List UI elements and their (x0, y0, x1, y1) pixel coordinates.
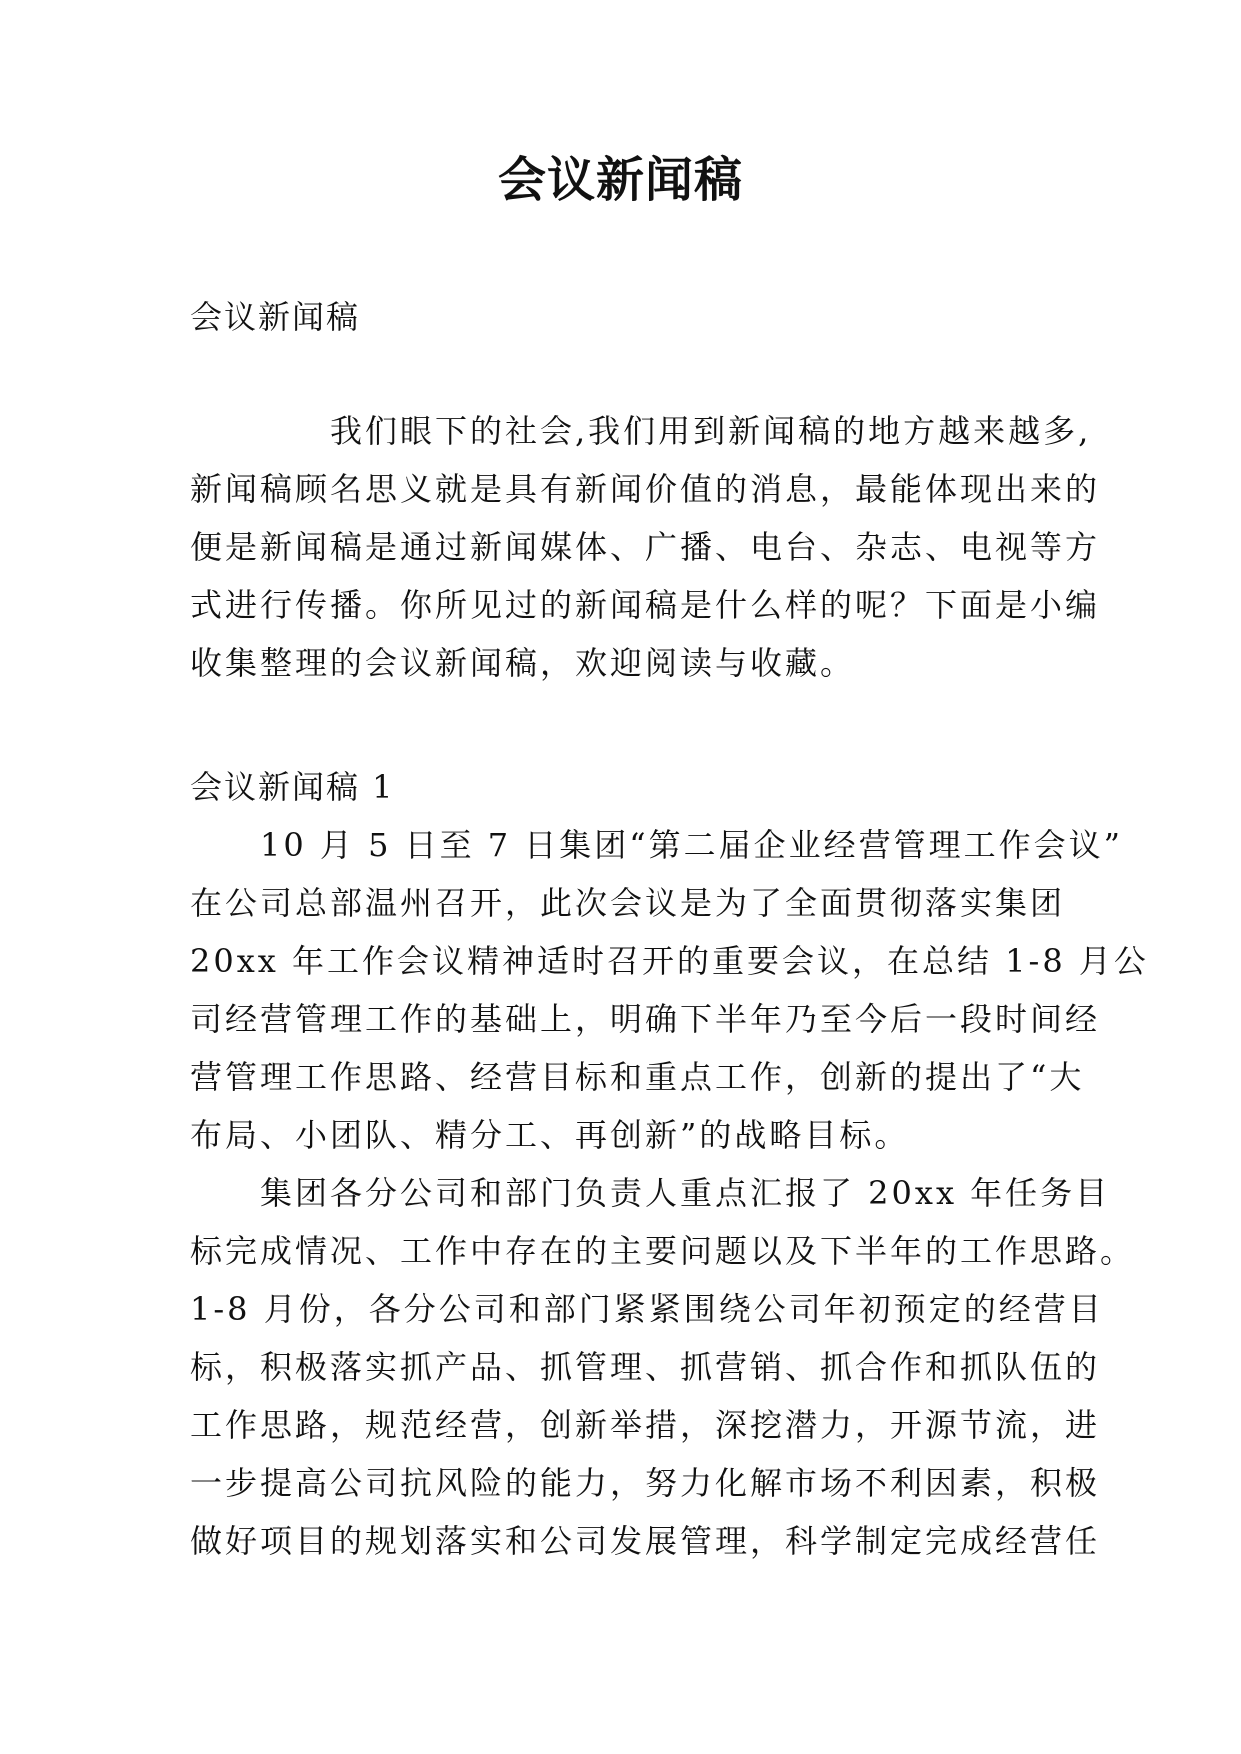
body-line: 一步提高公司抗风险的能力，努力化解市场不利因素，积极 (190, 1464, 1101, 1502)
intro-line: 便是新闻稿是通过新闻媒体、广播、电台、杂志、电视等方 (190, 528, 1101, 566)
body-line: 20xx 年工作会议精神适时召开的重要会议，在总结 1-8 月公 (190, 942, 1149, 980)
body-line: 营管理工作思路、经营目标和重点工作，创新的提出了“大 (190, 1058, 1085, 1096)
body-line: 布局、小团队、精分工、再创新”的战略目标。 (190, 1116, 910, 1154)
body-line: 10 月 5 日至 7 日集团“第二届企业经营管理工作会议” (190, 826, 1124, 864)
intro-line: 式进行传播。你所见过的新闻稿是什么样的呢？下面是小编 (190, 586, 1101, 624)
body-line: 做好项目的规划落实和公司发展管理，科学制定完成经营任 (190, 1522, 1101, 1560)
body-line: 标完成情况、工作中存在的主要问题以及下半年的工作思路。 (190, 1232, 1136, 1270)
body-line: 在公司总部温州召开，此次会议是为了全面贯彻落实集团 (190, 884, 1066, 922)
body-line: 1-8 月份，各分公司和部门紧紧围绕公司年初预定的经营目 (190, 1290, 1104, 1328)
body-paragraphs (190, 816, 1149, 1570)
intro-line: 新闻稿顾名思义就是具有新闻价值的消息，最能体现出来的 (190, 470, 1101, 508)
section-heading: 会议新闻稿 1 (190, 768, 395, 806)
intro-line: 收集整理的会议新闻稿，欢迎阅读与收藏。 (190, 644, 856, 682)
body-line: 集团各分公司和部门负责人重点汇报了 20xx 年任务目 (190, 1174, 1111, 1212)
document-title: 会议新闻稿 (497, 152, 743, 208)
document-subtitle: 会议新闻稿 (190, 298, 361, 336)
intro-line: 我们眼下的社会,我们用到新闻稿的地方越来越多, (190, 412, 1092, 450)
body-line: 工作思路，规范经营，创新举措，深挖潜力，开源节流，进 (190, 1406, 1101, 1444)
body-line: 标，积极落实抓产品、抓管理、抓营销、抓合作和抓队伍的 (190, 1348, 1101, 1386)
body-line: 司经营管理工作的基础上，明确下半年乃至今后一段时间经 (190, 1000, 1101, 1038)
intro-paragraph (190, 402, 1101, 692)
